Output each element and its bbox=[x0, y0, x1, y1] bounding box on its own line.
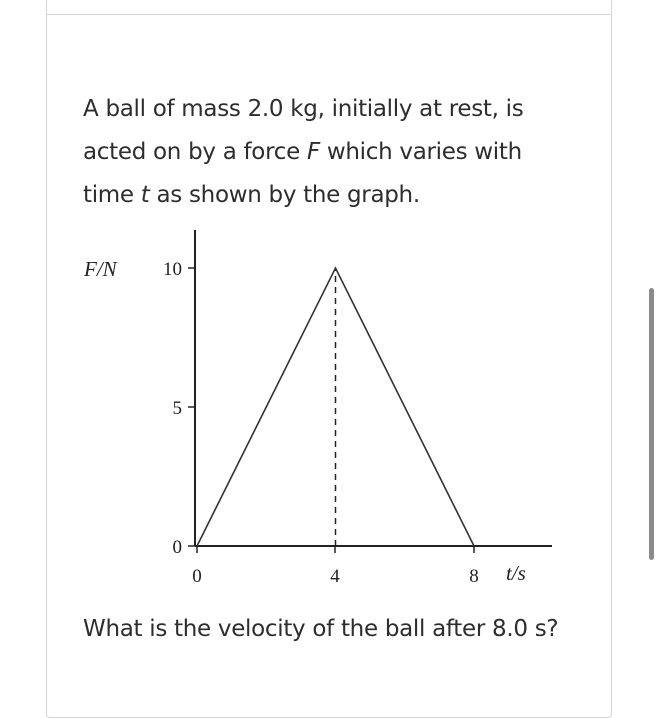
followup-question: What is the velocity of the ball after 8.0 s? bbox=[83, 616, 559, 642]
question-line-1: A ball of mass 2.0 kg, initially at rest, is bbox=[83, 96, 524, 122]
scrollbar[interactable] bbox=[649, 288, 654, 560]
y-axis-label: F/N bbox=[84, 257, 117, 281]
question-line-3: time t as shown by the graph. bbox=[83, 182, 420, 208]
question-text bbox=[83, 88, 573, 217]
force-time-graph bbox=[76, 220, 576, 600]
y-tick-label-0: 0 bbox=[172, 537, 182, 558]
question-line-2: acted on by a force F which varies with bbox=[83, 139, 522, 165]
y-tick-label-5: 5 bbox=[172, 398, 182, 419]
x-tick-label-4: 4 bbox=[330, 566, 340, 587]
x-axis-label: t/s bbox=[506, 561, 526, 585]
x-tick-label-0: 0 bbox=[192, 566, 202, 587]
card-divider bbox=[46, 14, 612, 15]
y-tick-label-10: 10 bbox=[163, 259, 182, 280]
x-tick-label-8: 8 bbox=[469, 566, 479, 587]
